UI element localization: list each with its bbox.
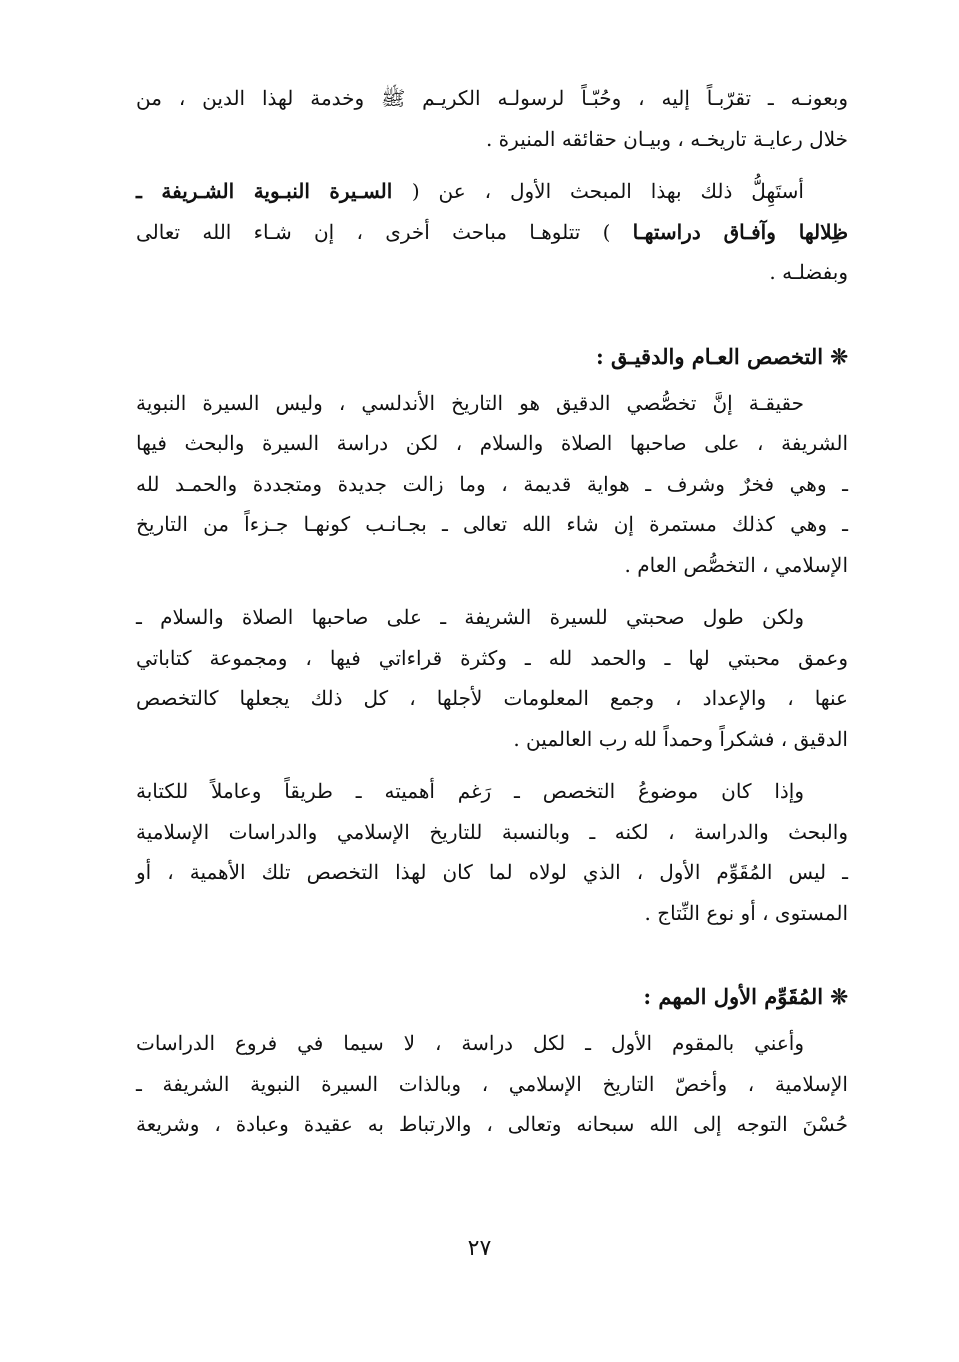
text-line: ـ وهي فخرٌ وشرف ـ هواية قديمة ، وما زالت جديدة ومتجددة والحمـد لله [136,471,848,496]
text-line: حُسْنَ التوجه إلى الله سبحانه وتعالى ، والارتباط به عقيدة وعبادة ، وشريعة [136,1112,848,1136]
study-title-part1: السـيرة النبـوية الشـريفة ـ [136,179,412,203]
text-line [136,171,848,212]
text-line: الإسلامية ، وأخصّ التاريخ الإسلامي ، وبالذات السيرة النبوية الشريفة ـ [136,1071,848,1096]
text-line: ولكن طول صحبتي للسيرة الشريفة ـ على صاحبها الصلاة والسلام ـ [136,605,804,629]
text-line: وعمق محبتي لها ـ والحمد لله ـ وكثرة قراءاتي فيها ، ومجموعة كتاباتي [136,645,848,670]
page-number: ٢٧ [467,1236,492,1261]
paragraph-specialization [136,383,848,586]
text-line: ـ ليس المُقَوِّم الأول ، الذي لولاه لما كان لهذا التخصص تلك الأهمية ، أو [136,860,848,884]
text-line: الدقيق ، فشكراً وحمداً لله رب العالمين . [513,726,848,751]
text-line: وإذا كان موضوعُ التخصص ـ رَغم أهميته ـ طريقاً وعاملاً للكتابة [136,779,804,803]
paragraph-introduction [136,171,848,293]
text-line: ـ وهي كذلك مستمرة إن شاء الله تعالى ـ بجـانـب كونهـا جـزءاً من التاريخ [136,512,848,536]
text-line: حقيقـة إنَّ تخصُّصي الدقيق هو التاريخ الأندلسي ، وليس السيرة النبوية [136,390,804,415]
intro-text-cont: ) تتلوهـا مباحث أخرى ، إن شـاء الله تعالى [136,219,633,244]
text-line: وبفضلـه . [769,260,848,284]
section-heading-first-element: ❊ المُقَوِّم الأول المهم : [643,984,848,1009]
paragraph-topic-importance [136,771,848,933]
text-line: الشريفة ، على صاحبها الصلاة والسلام ، لكن دراسة السيرة والبحث فيها [136,431,848,455]
text-line: وأعني بالمقوم الأول ـ لكل دراسة ، لا سيما في فروع الدراسات [136,1031,804,1055]
paragraph-companionship [136,597,848,759]
intro-text: أستَهِلُّ ذلك بهذا المبحث الأول ، عن ( [411,179,804,203]
page-body [136,78,848,1157]
text-line: المستوى ، أو نوع النِّتاج . [644,900,848,925]
text-line: خلال رعايـة تاريخـه ، وبيـان حقائقه المنيرة . [485,126,848,151]
text-line: الإسلامي ، التخصُّص العام . [624,552,848,577]
text-line: والبحث والدراسة ، لكنه ـ وبالنسبة للتاريخ الإسلامي والدراسات الإسلامية [136,819,848,844]
section-heading-general-specific: ❊ التخصص العـام والدقيـق : [595,343,848,369]
text-line: عنها ، والإعداد ، وجمع المعلومات لأجلها ، كل ذلك يجعلها كالتخصص [136,686,848,710]
paragraph-opening [136,78,848,159]
text-line [136,212,848,253]
text-line: وبعونـه ـ تقرّبـاً إليه ، وحُبّـاً لرسولـه الكريـم ﷺ وخدمة لهذا الدين ، من [136,86,848,110]
paragraph-first-element [136,1023,848,1145]
study-title-part2: ظِلالها وآفـاق دراستهـا [632,219,849,244]
